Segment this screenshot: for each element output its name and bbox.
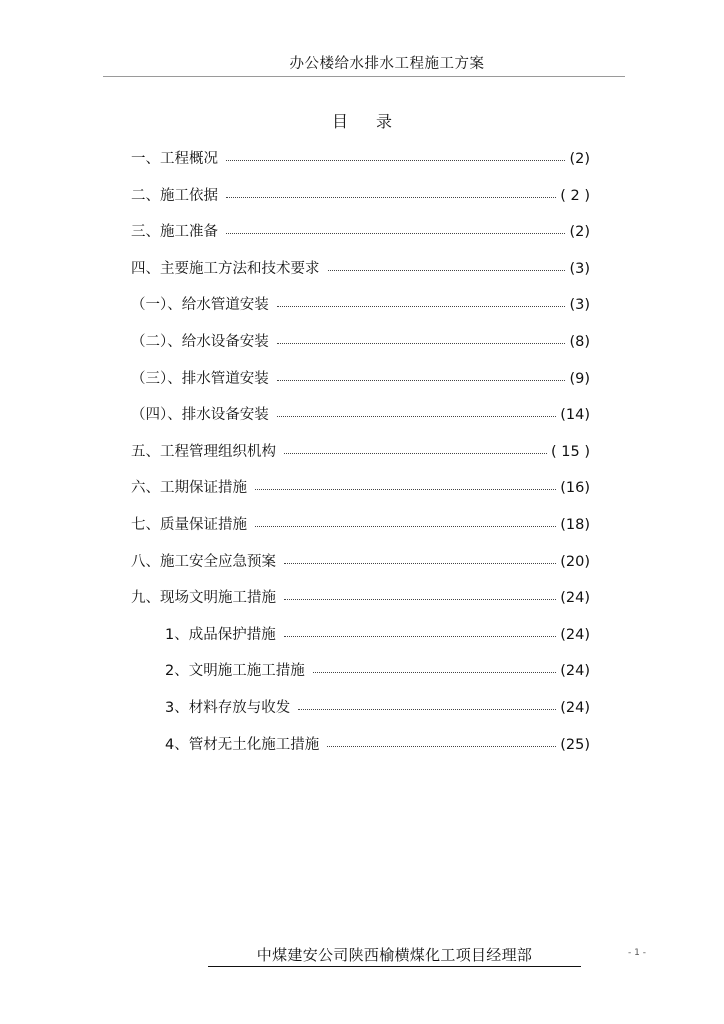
toc-dot-leader <box>277 380 566 381</box>
toc-dot-leader <box>277 343 566 344</box>
toc-entry-page: (20) <box>560 554 590 570</box>
toc-entry-label: 九、现场文明施工措施 <box>131 590 276 606</box>
toc-entry-label: 四、主要施工方法和技术要求 <box>131 261 320 277</box>
toc-entry-page: (24) <box>560 627 590 643</box>
toc-dot-leader <box>284 599 556 600</box>
toc-entry-label: 八、施工安全应急预案 <box>131 554 276 570</box>
toc-title: 目录 <box>331 112 420 131</box>
toc-entry-label: （四）、排水设备安装 <box>131 407 269 423</box>
toc-dot-leader <box>277 306 566 307</box>
toc-entry-page: (16) <box>560 480 590 496</box>
toc-dot-leader <box>327 746 556 747</box>
toc-entry[interactable] <box>131 257 590 279</box>
toc-entry-label: 一、工程概况 <box>131 151 218 167</box>
toc-dot-leader <box>328 270 566 271</box>
page-header-title: 办公楼给水排水工程施工方案 <box>289 56 485 72</box>
toc-entry-page: ( 2 ) <box>560 188 590 204</box>
toc-dot-leader <box>277 416 556 417</box>
toc-entry-label: 3、材料存放与收发 <box>165 700 291 716</box>
page-footer-text: 中煤建安公司陕西榆横煤化工项目经理部 <box>208 944 581 967</box>
toc-entry[interactable] <box>131 550 590 572</box>
toc-entry[interactable] <box>165 696 590 718</box>
toc-entry[interactable] <box>131 476 590 498</box>
toc-entry-label: （三）、排水管道安装 <box>131 371 269 387</box>
toc-entry-label: 三、施工准备 <box>131 224 218 240</box>
toc-entry[interactable] <box>131 367 590 389</box>
toc-entry[interactable] <box>131 513 590 535</box>
toc-dot-leader <box>298 709 556 710</box>
toc-entry-page: (3) <box>569 261 590 277</box>
toc-entry-page: ( 15 ) <box>551 444 590 460</box>
toc-entry-label: 二、施工依据 <box>131 188 218 204</box>
toc-entry[interactable] <box>131 440 590 462</box>
toc-entry-label: （二）、给水设备安装 <box>131 334 269 350</box>
toc-entry-label: 2、文明施工施工措施 <box>165 663 305 679</box>
toc-dot-leader <box>313 672 557 673</box>
toc-entry-page: (24) <box>560 663 590 679</box>
page-number: - 1 - <box>628 948 646 958</box>
toc-dot-leader <box>284 453 547 454</box>
toc-dot-leader <box>226 233 565 234</box>
toc-entry-page: (24) <box>560 700 590 716</box>
toc-entry-page: (3) <box>569 297 590 313</box>
toc-entry-label: 六、工期保证措施 <box>131 480 247 496</box>
toc-entry[interactable] <box>131 586 590 608</box>
toc-entry-label: 五、工程管理组织机构 <box>131 444 276 460</box>
toc-entry-label: 1、成品保护措施 <box>165 627 276 643</box>
toc-entry[interactable] <box>131 220 590 242</box>
toc-dot-leader <box>255 489 556 490</box>
toc-dot-leader <box>284 563 556 564</box>
toc-entry-page: (9) <box>569 371 590 387</box>
toc-entry-label: 4、管材无土化施工措施 <box>165 737 320 753</box>
toc-entry-label: （一）、给水管道安装 <box>131 297 269 313</box>
toc-dot-leader <box>226 197 556 198</box>
toc-entry[interactable] <box>165 623 590 645</box>
toc-entry-label: 七、质量保证措施 <box>131 517 247 533</box>
toc-entry[interactable] <box>165 659 590 681</box>
toc-entry-page: (25) <box>560 737 590 753</box>
toc-entry[interactable] <box>165 733 590 755</box>
toc-entry[interactable] <box>131 403 590 425</box>
toc-entry-page: (24) <box>560 590 590 606</box>
toc-dot-leader <box>284 636 557 637</box>
toc-entry-page: (18) <box>560 517 590 533</box>
toc-dot-leader <box>226 160 565 161</box>
toc-entry[interactable] <box>131 184 590 206</box>
toc-entry-page: (8) <box>569 334 590 350</box>
toc-entry[interactable] <box>131 147 590 169</box>
toc-entry-page: (2) <box>569 151 590 167</box>
toc-entry[interactable] <box>131 293 590 315</box>
toc-entry-page: (2) <box>569 224 590 240</box>
toc-entry[interactable] <box>131 330 590 352</box>
toc-entry-page: (14) <box>560 407 590 423</box>
toc-dot-leader <box>255 526 556 527</box>
